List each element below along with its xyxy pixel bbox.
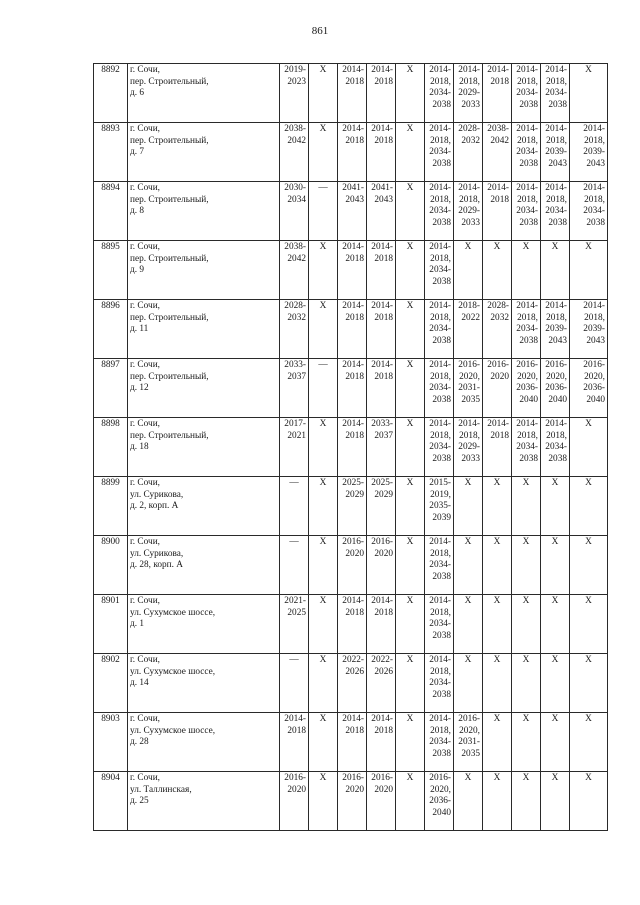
table-row bbox=[94, 182, 608, 241]
address-line: д. 9 bbox=[130, 265, 145, 276]
schedule-cell: 2016- 2020, 2036- 2040 bbox=[425, 772, 454, 831]
schedule-cell: 2014- 2018 bbox=[483, 64, 512, 123]
schedule-cell: X bbox=[396, 595, 425, 654]
address-cell bbox=[128, 359, 280, 418]
schedule-cell: 2014- 2018, 2034- 2038 bbox=[425, 359, 454, 418]
schedule-cell: X bbox=[570, 418, 608, 477]
schedule-cell: X bbox=[512, 241, 541, 300]
schedule-cell: X bbox=[309, 418, 338, 477]
address-line: д. 14 bbox=[130, 678, 149, 689]
schedule-cell: X bbox=[512, 536, 541, 595]
schedule-cell: 2014- 2018 bbox=[338, 595, 367, 654]
schedule-cell: X bbox=[541, 595, 570, 654]
schedule-cell: X bbox=[541, 477, 570, 536]
schedule-cell: X bbox=[309, 772, 338, 831]
schedule-cell: 2014- 2018, 2034- 2038 bbox=[541, 182, 570, 241]
address-line: д. 25 bbox=[130, 796, 149, 807]
schedule-cell: 2016- 2020 bbox=[367, 772, 396, 831]
schedule-cell: X bbox=[454, 772, 483, 831]
schedule-cell: X bbox=[396, 477, 425, 536]
schedule-cell: 2038- 2042 bbox=[280, 123, 309, 182]
schedule-cell: 2014- 2018, 2029- 2033 bbox=[454, 64, 483, 123]
register-table bbox=[93, 63, 608, 831]
address-cell bbox=[128, 654, 280, 713]
schedule-cell: 2014- 2018 bbox=[338, 418, 367, 477]
schedule-cell: 2022- 2026 bbox=[367, 654, 396, 713]
schedule-cell: 2014- 2018, 2034- 2038 bbox=[541, 418, 570, 477]
schedule-cell: X bbox=[483, 477, 512, 536]
schedule-cell: 2014- 2018, 2034- 2038 bbox=[425, 713, 454, 772]
schedule-cell: 2014- 2018 bbox=[367, 241, 396, 300]
schedule-cell: 2014- 2018 bbox=[338, 713, 367, 772]
address-line: г. Сочи, bbox=[130, 773, 160, 783]
schedule-cell: X bbox=[309, 241, 338, 300]
row-number-cell: 8899 bbox=[94, 477, 128, 536]
schedule-cell: X bbox=[454, 477, 483, 536]
schedule-cell: X bbox=[483, 595, 512, 654]
schedule-cell: X bbox=[570, 477, 608, 536]
address-line: д. 8 bbox=[130, 206, 145, 217]
address-line: пер. Строительный, bbox=[130, 194, 209, 205]
schedule-cell: 2014- 2018 bbox=[280, 713, 309, 772]
address-line: пер. Строительный, bbox=[130, 430, 209, 441]
schedule-cell: — bbox=[309, 182, 338, 241]
schedule-cell: 2028- 2032 bbox=[454, 123, 483, 182]
schedule-cell: 2014- 2018, 2029- 2033 bbox=[454, 418, 483, 477]
schedule-cell: 2014- 2018, 2034- 2038 bbox=[512, 182, 541, 241]
schedule-cell: 2014- 2018, 2034- 2038 bbox=[512, 64, 541, 123]
schedule-cell: 2014- 2018, 2034- 2038 bbox=[425, 300, 454, 359]
address-line: пер. Строительный, bbox=[130, 76, 209, 87]
schedule-cell: X bbox=[396, 359, 425, 418]
address-line: д. 1 bbox=[130, 619, 145, 630]
schedule-cell: 2014- 2018 bbox=[338, 123, 367, 182]
address-line: ул. Сурикова, bbox=[130, 489, 184, 500]
address-line: д. 12 bbox=[130, 383, 149, 394]
schedule-cell: X bbox=[309, 64, 338, 123]
schedule-cell: X bbox=[570, 241, 608, 300]
table-row bbox=[94, 536, 608, 595]
schedule-cell: X bbox=[309, 536, 338, 595]
table-row bbox=[94, 359, 608, 418]
schedule-cell: X bbox=[541, 713, 570, 772]
schedule-cell: 2014- 2018 bbox=[367, 713, 396, 772]
schedule-cell: 2030- 2034 bbox=[280, 182, 309, 241]
address-line: д. 6 bbox=[130, 88, 145, 99]
schedule-cell: X bbox=[570, 713, 608, 772]
table-row bbox=[94, 64, 608, 123]
row-number-cell: 8901 bbox=[94, 595, 128, 654]
table-row bbox=[94, 772, 608, 831]
schedule-cell: 2014- 2018, 2039- 2043 bbox=[570, 123, 608, 182]
row-number-cell: 8896 bbox=[94, 300, 128, 359]
address-line: ул. Сухумское шоссе, bbox=[130, 607, 216, 618]
table-row bbox=[94, 654, 608, 713]
schedule-cell: 2014- 2018, 2034- 2038 bbox=[425, 123, 454, 182]
schedule-cell: X bbox=[541, 772, 570, 831]
schedule-cell: X bbox=[454, 241, 483, 300]
address-cell bbox=[128, 772, 280, 831]
schedule-cell: X bbox=[483, 241, 512, 300]
schedule-cell: 2014- 2018 bbox=[483, 182, 512, 241]
schedule-cell: 2016- 2020, 2031- 2035 bbox=[454, 713, 483, 772]
schedule-cell: X bbox=[396, 241, 425, 300]
address-cell bbox=[128, 64, 280, 123]
schedule-cell: X bbox=[396, 713, 425, 772]
schedule-cell: 2014- 2018, 2034- 2038 bbox=[425, 418, 454, 477]
schedule-cell: 2014- 2018 bbox=[367, 123, 396, 182]
page-number: 861 bbox=[311, 25, 329, 37]
address-line: г. Сочи, bbox=[130, 655, 160, 665]
address-line: д. 11 bbox=[130, 324, 149, 335]
schedule-cell: 2025- 2029 bbox=[367, 477, 396, 536]
address-line: г. Сочи, bbox=[130, 478, 160, 488]
schedule-cell: X bbox=[309, 654, 338, 713]
address-cell bbox=[128, 477, 280, 536]
address-cell bbox=[128, 123, 280, 182]
address-line: г. Сочи, bbox=[130, 537, 160, 547]
schedule-cell: X bbox=[309, 300, 338, 359]
address-line: д. 18 bbox=[130, 442, 149, 453]
schedule-cell: 2014- 2018 bbox=[483, 418, 512, 477]
row-number-cell: 8904 bbox=[94, 772, 128, 831]
row-number-cell: 8895 bbox=[94, 241, 128, 300]
schedule-cell: X bbox=[570, 64, 608, 123]
address-line: г. Сочи, bbox=[130, 360, 160, 370]
schedule-cell: X bbox=[570, 595, 608, 654]
row-number-cell: 8892 bbox=[94, 64, 128, 123]
address-cell bbox=[128, 713, 280, 772]
table-body bbox=[94, 64, 608, 831]
schedule-cell: 2038- 2042 bbox=[280, 241, 309, 300]
address-line: ул. Таллинская, bbox=[130, 784, 192, 795]
schedule-cell: X bbox=[396, 182, 425, 241]
schedule-cell: 2022- 2026 bbox=[338, 654, 367, 713]
schedule-cell: 2014- 2018, 2034- 2038 bbox=[541, 64, 570, 123]
schedule-cell: 2014- 2018, 2034- 2038 bbox=[512, 300, 541, 359]
schedule-cell: X bbox=[483, 772, 512, 831]
row-number-cell: 8900 bbox=[94, 536, 128, 595]
schedule-cell: 2014- 2018, 2034- 2038 bbox=[425, 182, 454, 241]
address-line: ул. Сухумское шоссе, bbox=[130, 725, 216, 736]
address-cell bbox=[128, 241, 280, 300]
address-line: д. 7 bbox=[130, 147, 145, 158]
address-line: д. 28 bbox=[130, 737, 149, 748]
schedule-cell: X bbox=[396, 418, 425, 477]
schedule-cell: X bbox=[396, 300, 425, 359]
schedule-cell: X bbox=[483, 536, 512, 595]
schedule-cell: X bbox=[512, 477, 541, 536]
schedule-cell: 2016- 2020, 2036- 2040 bbox=[541, 359, 570, 418]
schedule-cell: 2014- 2018, 2039- 2043 bbox=[570, 300, 608, 359]
table-row bbox=[94, 241, 608, 300]
table-row bbox=[94, 477, 608, 536]
address-line: пер. Строительный, bbox=[130, 312, 209, 323]
schedule-cell: 2016- 2020 bbox=[367, 536, 396, 595]
row-number-cell: 8903 bbox=[94, 713, 128, 772]
address-line: пер. Строительный, bbox=[130, 135, 209, 146]
schedule-cell: 2025- 2029 bbox=[338, 477, 367, 536]
schedule-cell: X bbox=[570, 772, 608, 831]
schedule-cell: 2017- 2021 bbox=[280, 418, 309, 477]
schedule-cell: 2014- 2018 bbox=[367, 300, 396, 359]
schedule-cell: 2016- 2020, 2031- 2035 bbox=[454, 359, 483, 418]
row-number-cell: 8894 bbox=[94, 182, 128, 241]
schedule-cell: 2016- 2020 bbox=[280, 772, 309, 831]
address-line: г. Сочи, bbox=[130, 419, 160, 429]
address-line: пер. Строительный, bbox=[130, 253, 209, 264]
address-cell bbox=[128, 595, 280, 654]
address-line: г. Сочи, bbox=[130, 183, 160, 193]
schedule-cell: 2014- 2018, 2039- 2043 bbox=[541, 123, 570, 182]
schedule-cell: 2014- 2018, 2039- 2043 bbox=[541, 300, 570, 359]
address-line: г. Сочи, bbox=[130, 124, 160, 134]
schedule-cell: 2014- 2018, 2034- 2038 bbox=[425, 64, 454, 123]
schedule-cell: — bbox=[280, 654, 309, 713]
address-cell bbox=[128, 536, 280, 595]
schedule-cell: 2014- 2018, 2034- 2038 bbox=[425, 536, 454, 595]
table-row bbox=[94, 123, 608, 182]
schedule-cell: X bbox=[541, 241, 570, 300]
schedule-cell: X bbox=[309, 713, 338, 772]
schedule-cell: — bbox=[280, 477, 309, 536]
schedule-cell: 2016- 2020 bbox=[338, 536, 367, 595]
address-line: пер. Строительный, bbox=[130, 371, 209, 382]
schedule-cell: X bbox=[396, 64, 425, 123]
schedule-cell: X bbox=[454, 654, 483, 713]
schedule-cell: 2016- 2020 bbox=[338, 772, 367, 831]
schedule-cell: 2019- 2023 bbox=[280, 64, 309, 123]
schedule-cell: 2014- 2018, 2034- 2038 bbox=[425, 241, 454, 300]
address-line: ул. Сухумское шоссе, bbox=[130, 666, 216, 677]
schedule-cell: X bbox=[483, 654, 512, 713]
schedule-cell: 2018- 2022 bbox=[454, 300, 483, 359]
schedule-cell: 2033- 2037 bbox=[367, 418, 396, 477]
schedule-cell: X bbox=[512, 654, 541, 713]
address-cell bbox=[128, 182, 280, 241]
schedule-cell: 2021- 2025 bbox=[280, 595, 309, 654]
table-row bbox=[94, 595, 608, 654]
table-row bbox=[94, 418, 608, 477]
schedule-cell: 2014- 2018, 2034- 2038 bbox=[570, 182, 608, 241]
schedule-cell: 2028- 2032 bbox=[280, 300, 309, 359]
schedule-cell: X bbox=[396, 772, 425, 831]
schedule-cell: X bbox=[396, 536, 425, 595]
schedule-cell: 2014- 2018 bbox=[338, 64, 367, 123]
schedule-cell: 2016- 2020, 2036- 2040 bbox=[512, 359, 541, 418]
address-line: г. Сочи, bbox=[130, 714, 160, 724]
schedule-cell: 2014- 2018 bbox=[367, 359, 396, 418]
schedule-cell: X bbox=[454, 536, 483, 595]
table-row bbox=[94, 300, 608, 359]
schedule-cell: 2014- 2018, 2034- 2038 bbox=[512, 418, 541, 477]
schedule-cell: X bbox=[483, 713, 512, 772]
schedule-cell: — bbox=[280, 536, 309, 595]
row-number-cell: 8893 bbox=[94, 123, 128, 182]
schedule-cell: X bbox=[396, 654, 425, 713]
schedule-cell: X bbox=[512, 772, 541, 831]
schedule-cell: 2014- 2018 bbox=[338, 241, 367, 300]
schedule-cell: X bbox=[309, 123, 338, 182]
address-cell bbox=[128, 418, 280, 477]
schedule-cell: 2041- 2043 bbox=[338, 182, 367, 241]
schedule-cell: X bbox=[309, 595, 338, 654]
schedule-cell: X bbox=[512, 713, 541, 772]
address-line: г. Сочи, bbox=[130, 596, 160, 606]
schedule-cell: X bbox=[309, 477, 338, 536]
schedule-cell: 2014- 2018 bbox=[367, 595, 396, 654]
schedule-cell: 2038- 2042 bbox=[483, 123, 512, 182]
address-cell bbox=[128, 300, 280, 359]
address-line: г. Сочи, bbox=[130, 301, 160, 311]
schedule-cell: X bbox=[570, 654, 608, 713]
schedule-cell: 2028- 2032 bbox=[483, 300, 512, 359]
schedule-cell: 2014- 2018, 2034- 2038 bbox=[425, 654, 454, 713]
schedule-cell: 2015- 2019, 2035- 2039 bbox=[425, 477, 454, 536]
schedule-cell: X bbox=[396, 123, 425, 182]
address-line: г. Сочи, bbox=[130, 65, 160, 75]
schedule-cell: X bbox=[541, 536, 570, 595]
table-row bbox=[94, 713, 608, 772]
schedule-cell: X bbox=[454, 595, 483, 654]
schedule-cell: 2014- 2018 bbox=[338, 300, 367, 359]
row-number-cell: 8898 bbox=[94, 418, 128, 477]
schedule-cell: — bbox=[309, 359, 338, 418]
schedule-cell: 2014- 2018, 2034- 2038 bbox=[425, 595, 454, 654]
schedule-cell: 2014- 2018 bbox=[367, 64, 396, 123]
schedule-cell: 2033- 2037 bbox=[280, 359, 309, 418]
schedule-cell: X bbox=[541, 654, 570, 713]
schedule-cell: 2041- 2043 bbox=[367, 182, 396, 241]
schedule-cell: X bbox=[570, 536, 608, 595]
address-line: д. 28, корп. А bbox=[130, 560, 184, 571]
schedule-cell: 2016- 2020 bbox=[483, 359, 512, 418]
schedule-cell: 2014- 2018, 2029- 2033 bbox=[454, 182, 483, 241]
row-number-cell: 8897 bbox=[94, 359, 128, 418]
schedule-cell: 2014- 2018, 2034- 2038 bbox=[512, 123, 541, 182]
row-number-cell: 8902 bbox=[94, 654, 128, 713]
schedule-cell: 2014- 2018 bbox=[338, 359, 367, 418]
schedule-cell: 2016- 2020, 2036- 2040 bbox=[570, 359, 608, 418]
address-line: ул. Сурикова, bbox=[130, 548, 184, 559]
address-line: г. Сочи, bbox=[130, 242, 160, 252]
address-line: д. 2, корп. А bbox=[130, 501, 179, 512]
schedule-cell: X bbox=[512, 595, 541, 654]
